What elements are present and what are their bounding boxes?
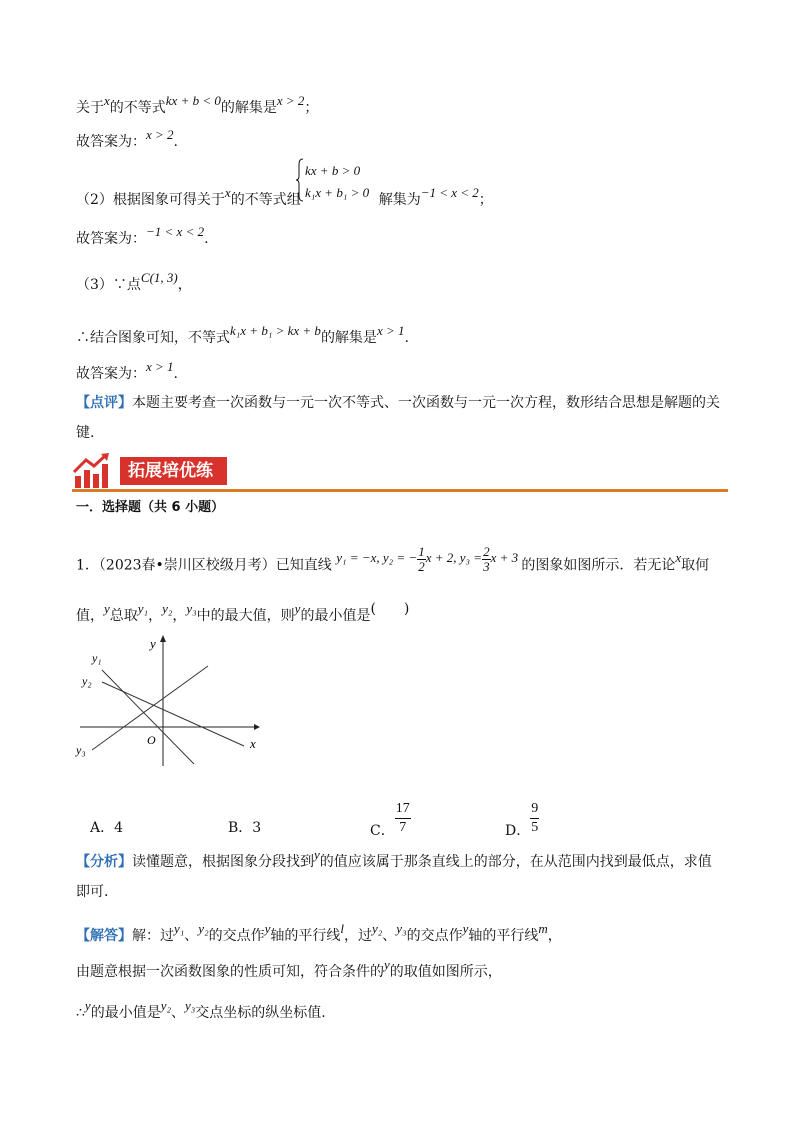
- text-line-3: （2）根据图象可得关于x的不等式组 解集为−1 < x < 2；: [76, 185, 493, 208]
- banner-title: 拓展培优练: [120, 457, 227, 485]
- y3-label: y₃: [76, 743, 86, 757]
- review-tag: 【点评】: [76, 395, 132, 411]
- y1-label: y₁: [92, 651, 102, 665]
- answer-line-1: 【解答】解：过y₁、y₂的交点作y轴的平行线l，过y₂、y₃的交点作y轴的平行线m，: [76, 921, 562, 944]
- text-line-2: 故答案为：x > 2.: [76, 127, 178, 150]
- question-line-1: 1．（2023春•崇川区校级月考）已知直线 y₁ = −x, y₂ = − $\frac{1}{2}$ x + 2, y₃ = $\frac{2}{3}$ x + 3 的图象如图所示．若无论x取何: [76, 544, 710, 574]
- analysis-line-2: 即可.: [76, 884, 109, 900]
- bar-chart-arrow-icon: [72, 452, 112, 490]
- y-axis-label: y: [150, 636, 156, 651]
- question-line-2: 值，y总取y₁，y₂，y₃中的最大值，则y的最小值是( ): [76, 601, 410, 624]
- analysis-line-1: 【分析】读懂题意，根据图象分段找到y的值应该属于那条直线上的部分，在从范围内找到最低点，求值: [76, 847, 712, 870]
- y-axis-arrow-icon: [160, 635, 166, 642]
- answer-line-3: ∴y的最小值是y₂、y₃交点坐标的纵坐标值.: [76, 998, 326, 1021]
- text-line-5: （3）∵点C(1, 3)，: [76, 270, 192, 293]
- review-line-1: 【点评】本题主要考查一次函数与一元一次不等式、一次函数与一元一次方程，数形结合思想是解题的关: [76, 395, 720, 411]
- banner-divider: [72, 489, 728, 492]
- option-c[interactable]: C． $\frac{17}{7}$: [370, 801, 410, 839]
- option-a[interactable]: A．4: [90, 820, 124, 836]
- option-b[interactable]: B．3: [228, 820, 262, 836]
- analysis-tag: 【分析】: [76, 854, 132, 870]
- answer-line-2: 由题意根据一次函数图象的性质可知，符合条件的y的取值如图所示，: [76, 957, 502, 980]
- origin-label: O: [147, 733, 156, 747]
- system-row-2: k₁x + b₁ > 0: [305, 185, 370, 200]
- x-axis-arrow-icon: [254, 724, 260, 730]
- text-line-6: ∴结合图象可知，不等式k₁x + b₁ > kx + b的解集是x > 1.: [76, 323, 409, 346]
- answer-tag: 【解答】: [76, 928, 132, 944]
- section-heading: 一．选择题（共 6 小题）: [76, 500, 225, 515]
- review-line-2: 键.: [76, 425, 95, 441]
- text-line-7: 故答案为：x > 1.: [76, 359, 178, 382]
- option-d[interactable]: D． $\frac{9}{5}$: [505, 801, 539, 839]
- x-axis-label: x: [250, 736, 256, 751]
- text-line-4: 故答案为：−1 < x < 2.: [76, 224, 209, 247]
- y2-label: y₂: [82, 674, 92, 688]
- function-graph: [72, 630, 272, 770]
- text-line-1: 关于x的不等式kx + b < 0的解集是x > 2；: [76, 93, 319, 116]
- system-row-1: kx + b > 0: [305, 163, 361, 178]
